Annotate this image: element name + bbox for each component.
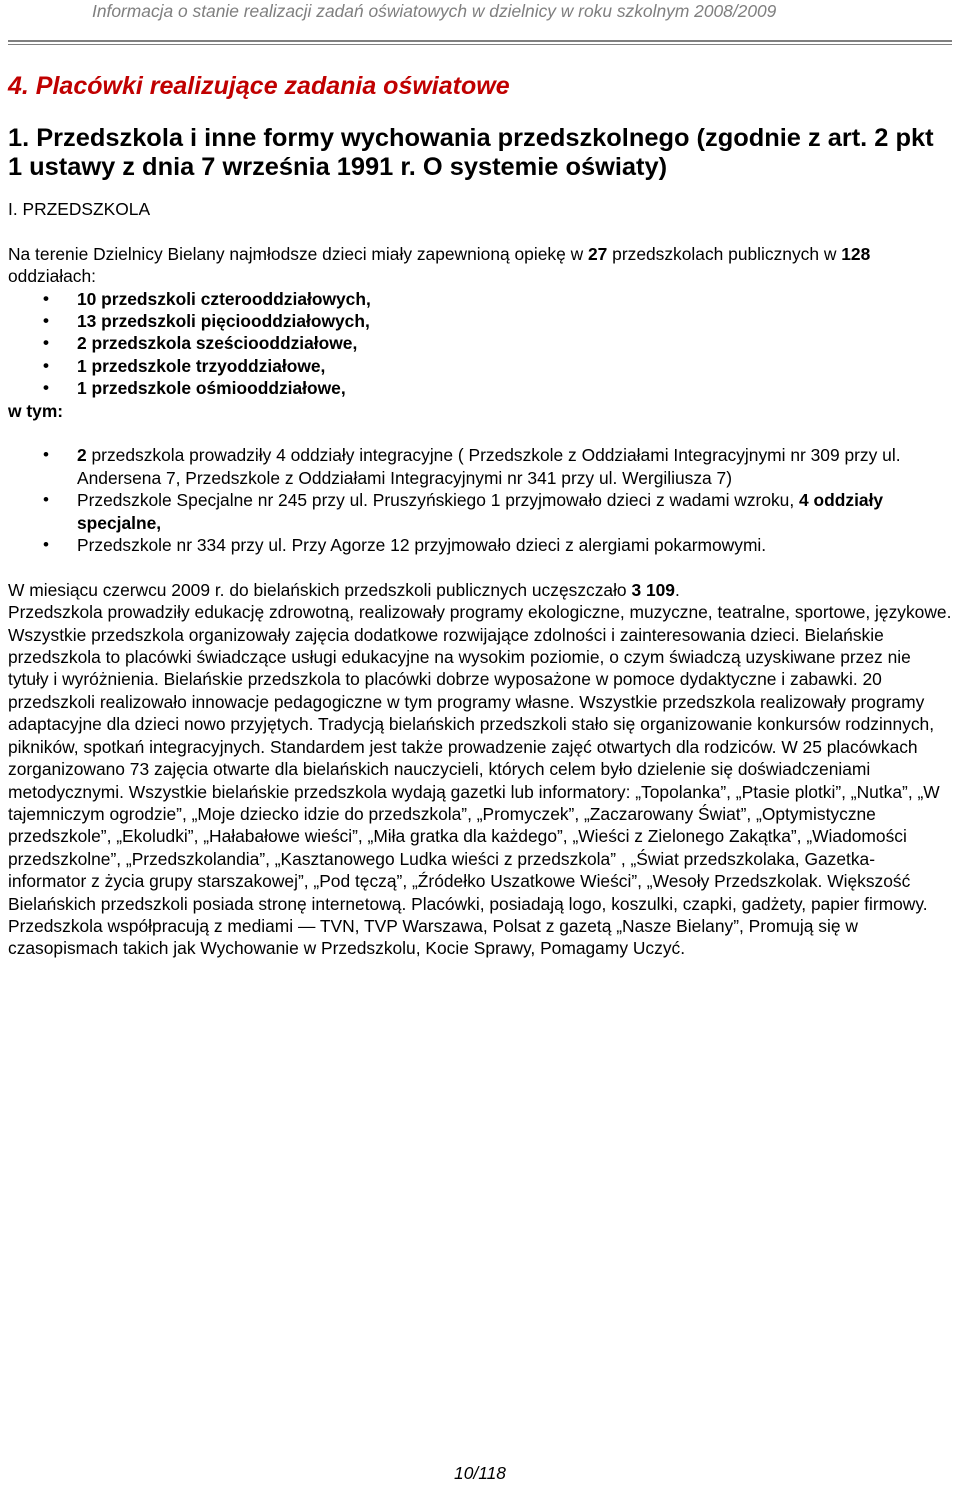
- division-count: 128: [841, 243, 871, 264]
- list-item: • 2 przedszkola sześciooddziałowe,: [8, 332, 952, 354]
- attendance-text: W miesiącu czerwcu 2009 r. do bielańskich przedszkoli publicznych uczęszczało: [8, 579, 632, 600]
- intro-text: Na terenie Dzielnicy Bielany najmłodsze dzieci miały zapewnioną opiekę w: [8, 243, 588, 264]
- page-number: 10/118: [454, 1463, 506, 1483]
- integration-count: 2: [77, 445, 87, 466]
- intro-text: przedszkolach publicznych w: [607, 243, 842, 264]
- breakdown-list: [8, 288, 952, 400]
- intro-text: oddziałach:: [8, 266, 96, 287]
- spacer: [8, 422, 952, 444]
- list-item: • 13 przedszkoli pięciooddziałowych,: [8, 310, 952, 332]
- spacer: [8, 220, 952, 242]
- special-list: [8, 444, 952, 556]
- list-item-text: Przedszkole Specjalne nr 245 przy ul. Pruszyńskiego 1 przyjmowało dzieci z wadami wzroku,: [77, 490, 800, 511]
- header-rule-thin: [8, 44, 952, 45]
- wtym-label: w tym:: [8, 400, 64, 421]
- subsection-title: 1. Przedszkola i inne formy wychowania przedszkolnego (zgodnie z art. 2 pkt 1 ustawy z dnia 7 września 1991 r. O systemie oświaty): [8, 124, 934, 181]
- attendance-paragraph: [8, 579, 952, 601]
- list-item: • 1 przedszkole trzyoddziałowe,: [8, 355, 952, 377]
- preschool-count: 27: [587, 243, 608, 264]
- document-body: [8, 198, 952, 960]
- special-divisions: 4 oddziały specjalne,: [77, 490, 884, 533]
- list-item: • 1 przedszkole ośmiooddziałowe,: [8, 377, 952, 399]
- intro-paragraph: [8, 243, 952, 288]
- part-heading: I. PRZEDSZKOLA: [8, 199, 151, 219]
- list-item-text: przedszkola prowadziły 4 oddziały integracyjne ( Przedszkole z Oddziałami Integracyjnymi nr 309 przy ul. Andersena 7, Przedszkole z Oddziałami Integracyjnymi nr 341 przy ul. Wergiliusza 7): [77, 445, 901, 488]
- section-title: 4. Placówki realizujące zadania oświatowe: [8, 72, 510, 100]
- list-item: • 10 przedszkoli czterooddziałowych,: [8, 288, 952, 310]
- header-rule: [8, 40, 952, 42]
- body-paragraph: Przedszkola prowadziły edukację zdrowotną, realizowały programy ekologiczne, muzyczne, teatralne, sportowe, językowe. Wszystkie przedszkola organizowały zajęcia dodatkowe rozwijające zdolności i zainteresowania dzieci. Bielańskie przedszkola to placówki świadczące usługi edukacyjne na wysokim poziomie, o czym świadczą uzyskiwane przez nie tytuły i wyróżnienia. Bielańskie przedszkola to placówki dobrze wyposażone w pomoce dydaktyczne i zabawki. 20 przedszkoli realizowało innowacje pedagogiczne w tym programy własne. Wszystkie przedszkola realizowały programy adaptacyjne dla dzieci nowo przyjętych. Tradycją bielańskich przedszkoli stało się organizowanie konkursów rodzinnych, pikników, spotkań integracyjnych. Standardem jest także prowadzenie zajęć otwartych dla rodziców. W 25 placówkach zorganizowano 73 zajęcia otwarte dla bielańskich nauczycieli, których celem było dzielenie się doświadczeniami metodycznymi. Wszystkie bielańskie przedszkola wydają gazetki lub informatory: „Topolanka”, „Ptasie plotki”, „Nutka”, „W tajemniczym ogrodzie”, „Moje dziecko idzie do przedszkola”, „Promyczek”, „Zaczarowany Świat”, „Optymistyczne przedszkole”, „Ekoludki”, „Hałabałowe wieści”, „Miła gratka dla każdego”, „Wieści z Zielonego Zakątka”, „Wiadomości przedszkolne”, „Przedszkolandia”, „Kasztanowego Ludka wieści z przedszkola” , „Świat przedszkolaka, Gazetka- informator z życia grupy starszakowej”, „Pod tęczą”, „Źródełko Uszatkowe Wieści”, „Wesoły Przedszkolak. Większość Bielańskich przedszkoli posiada stronę internetową. Placówki, posiadają logo, koszulki, czapki, gadżety, papier firmowy. Przedszkola współpracują z mediami — TVN, TVP Warszawa, Polsat z gazetą „Nasze Bielany”, Promują się w czasopismach takich jak Wychowanie w Przedszkolu, Kocie Sprawy, Pomagamy Uczyć.: [8, 602, 952, 959]
- running-header: Informacja o stanie realizacji zadań oświatowych w dzielnicy w roku szkolnym 2008/2009: [92, 1, 777, 21]
- list-item: • Przedszkole nr 334 przy ul. Przy Agorze 12 przyjmowało dzieci z alergiami pokarmowymi.: [8, 534, 952, 556]
- spacer: [8, 556, 952, 578]
- attendance-end: .: [674, 579, 680, 600]
- list-item: [8, 444, 952, 489]
- list-item: [8, 489, 952, 534]
- attendance-count: 3 109: [631, 579, 675, 600]
